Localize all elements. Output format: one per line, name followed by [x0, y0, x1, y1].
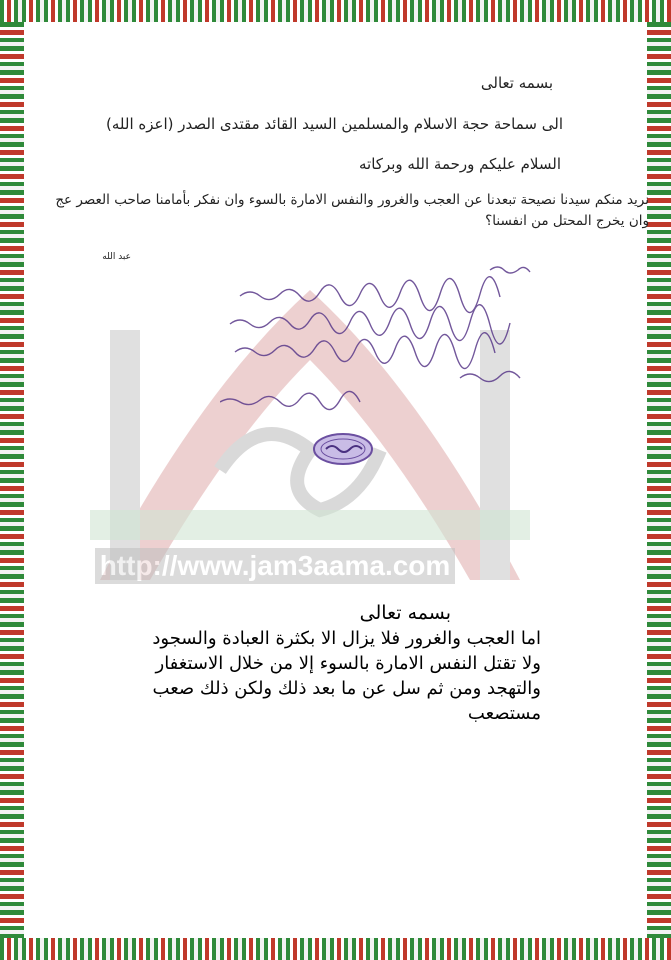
answer-line: والتهجد ومن ثم سل عن ما بعد ذلك ولكن ذلك صعب — [152, 678, 541, 699]
seal-stamp-icon — [312, 432, 374, 466]
decorative-border-right — [647, 22, 671, 938]
letter-greeting: السلام عليكم ورحمة الله وبركاته — [359, 155, 561, 173]
decorative-border-left — [0, 22, 24, 938]
letter-basmala: بسمه تعالى — [480, 74, 553, 92]
decorative-border-bottom — [0, 938, 671, 960]
typed-answer — [21, 600, 541, 726]
letter-question: نريد منكم سيدنا نصيحة تبعدنا عن العجب والغرور والنفس الامارة بالسوء وان نفكر بأمامنا صاحب العصر عج وان يخرج المحتل من انفسنا؟ — [55, 192, 649, 229]
answer-line: اما العجب والغرور فلا يزال الا بكثرة العبادة والسجود — [152, 628, 541, 649]
answer-line: مستصعب — [467, 703, 541, 724]
letter-signature: عبد الله — [102, 252, 131, 262]
letter-addressee: الى سماحة حجة الاسلام والمسلمين السيد القائد مقتدى الصدر (اعزه الله) — [106, 115, 563, 133]
decorative-border-top — [0, 0, 671, 22]
answer-title: بسمه تعالى — [359, 602, 451, 624]
answer-line: ولا تقتل النفس الامارة بالسوء إلا من خلال الاستغفار — [155, 653, 541, 674]
handwritten-reply-icon — [220, 252, 540, 412]
watermark-url: http://www.jam3aama.com — [95, 548, 455, 584]
